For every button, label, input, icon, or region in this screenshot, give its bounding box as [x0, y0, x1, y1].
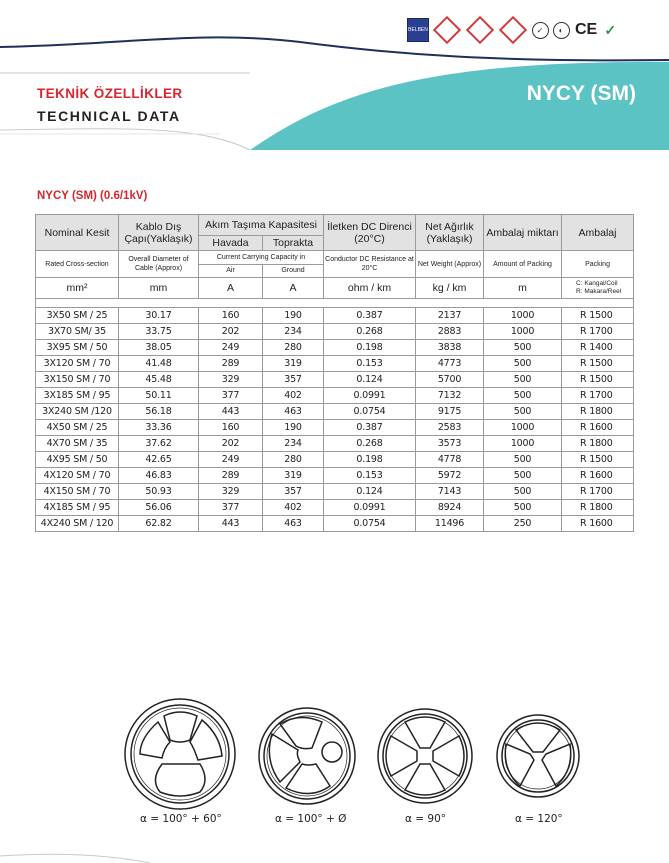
cell-weight: 11496: [416, 516, 484, 532]
tse-logo: [498, 19, 528, 41]
unit-resistance: ohm / km: [324, 278, 416, 299]
table-spacer: [36, 299, 634, 308]
col-header-packing-amount: Ambalaj miktarı: [484, 215, 562, 251]
cell-weight: 2583: [416, 420, 484, 436]
cell-diameter: 37.62: [119, 436, 199, 452]
cell-section: 4X120 SM / 70: [36, 468, 119, 484]
cell-weight: 7132: [416, 388, 484, 404]
cell-packing-amount: 500: [484, 404, 562, 420]
col-header-packing: Ambalaj: [562, 215, 634, 251]
cell-diameter: 41.48: [119, 356, 199, 372]
cell-section: 3X50 SM / 25: [36, 308, 119, 324]
belben-logo: BELBEN: [407, 18, 429, 42]
cell-packing: R 1500: [562, 356, 634, 372]
cell-section: 4X50 SM / 25: [36, 420, 119, 436]
cell-packing: R 1800: [562, 436, 634, 452]
cell-weight: 2883: [416, 324, 484, 340]
cell-ground: 280: [263, 452, 324, 468]
cell-air: 249: [199, 452, 263, 468]
product-title: NYCY (SM): [526, 82, 636, 105]
cross-section-label: α = 100° + 60°: [140, 813, 222, 825]
cell-packing-amount: 500: [484, 356, 562, 372]
col-header-nominal: Nominal Kesit: [36, 215, 119, 251]
cell-diameter: 38.05: [119, 340, 199, 356]
col-header-toprakta: Toprakta: [263, 236, 324, 251]
certification-logos: [407, 18, 618, 42]
cell-packing: R 1500: [562, 452, 634, 468]
cell-resistance: 0.153: [324, 356, 416, 372]
cell-diameter: 33.36: [119, 420, 199, 436]
title-english: TECHNICAL DATA: [37, 108, 181, 124]
cell-packing: R 1600: [562, 468, 634, 484]
unit-air: A: [199, 278, 263, 299]
cell-resistance: 0.124: [324, 372, 416, 388]
col-header-weight: Net Ağırlık (Yaklaşık): [416, 215, 484, 251]
cell-packing: R 1400: [562, 340, 634, 356]
cell-resistance: 0.268: [324, 324, 416, 340]
cell-section: 3X95 SM / 50: [36, 340, 119, 356]
cell-packing-amount: 500: [484, 388, 562, 404]
cross-section-label: α = 100° + Ø: [275, 813, 347, 825]
col-header-havada: Havada: [199, 236, 263, 251]
cell-section: 4X185 SM / 95: [36, 500, 119, 516]
cell-packing-amount: 500: [484, 500, 562, 516]
cross-section-three-plus-round: [259, 708, 355, 804]
cell-packing: R 1600: [562, 420, 634, 436]
cell-diameter: 33.75: [119, 324, 199, 340]
cell-section: 4X95 SM / 50: [36, 452, 119, 468]
certificate-icon: ◐: [552, 19, 570, 41]
header-row-english: [36, 251, 634, 265]
header-row-turkish: [36, 215, 634, 236]
cell-weight: 5700: [416, 372, 484, 388]
certificate-icon: ✓: [531, 19, 549, 41]
cell-air: 377: [199, 500, 263, 516]
rohs-icon: ✓: [604, 21, 617, 38]
cell-air: 202: [199, 436, 263, 452]
cell-diameter: 50.93: [119, 484, 199, 500]
cell-diameter: 46.83: [119, 468, 199, 484]
cell-weight: 4778: [416, 452, 484, 468]
cell-packing: R 1700: [562, 324, 634, 340]
cell-air: 443: [199, 516, 263, 532]
cell-section: 3X120 SM / 70: [36, 356, 119, 372]
cell-packing-amount: 500: [484, 372, 562, 388]
cell-section: 4X70 SM / 35: [36, 436, 119, 452]
cell-packing-amount: 1000: [484, 324, 562, 340]
unit-nominal: mm²: [36, 278, 119, 299]
section-title: NYCY (SM) (0.6/1kV): [37, 190, 148, 202]
cell-diameter: 50.11: [119, 388, 199, 404]
cell-ground: 234: [263, 324, 324, 340]
col-header-diameter: Kablo Dış Çapı(Yaklaşık): [119, 215, 199, 251]
cell-packing-amount: 1000: [484, 436, 562, 452]
cell-ground: 402: [263, 500, 324, 516]
cell-diameter: 42.65: [119, 452, 199, 468]
cell-packing-amount: 500: [484, 340, 562, 356]
col-header-current: Akım Taşıma Kapasitesi: [199, 215, 324, 236]
cell-ground: 280: [263, 340, 324, 356]
cross-section-four-sector: [125, 699, 235, 809]
cell-resistance: 0.0754: [324, 516, 416, 532]
cell-diameter: 56.06: [119, 500, 199, 516]
cell-weight: 7143: [416, 484, 484, 500]
cell-section: 3X70 SM/ 35: [36, 324, 119, 340]
en-header-air: Air: [199, 264, 263, 278]
cell-packing-amount: 500: [484, 468, 562, 484]
table-row: [36, 388, 634, 404]
cell-ground: 234: [263, 436, 324, 452]
en-header-ground: Ground: [263, 264, 324, 278]
cell-weight: 5972: [416, 468, 484, 484]
cell-resistance: 0.0991: [324, 388, 416, 404]
cell-air: 377: [199, 388, 263, 404]
cell-diameter: 62.82: [119, 516, 199, 532]
ce-mark-icon: CE: [575, 21, 598, 38]
cell-packing: R 1500: [562, 372, 634, 388]
cell-resistance: 0.0754: [324, 404, 416, 420]
cell-weight: 2137: [416, 308, 484, 324]
cell-ground: 190: [263, 308, 324, 324]
unit-packing-coil: C: Kangal/Coil: [576, 280, 618, 287]
cell-weight: 4773: [416, 356, 484, 372]
cell-packing-amount: 500: [484, 484, 562, 500]
cell-ground: 319: [263, 468, 324, 484]
cell-weight: 3838: [416, 340, 484, 356]
cell-resistance: 0.268: [324, 436, 416, 452]
title-turkish: TEKNİK ÖZELLİKLER: [37, 86, 183, 101]
cell-packing: R 1800: [562, 500, 634, 516]
footer-swoosh: [0, 840, 669, 863]
cell-weight: 8924: [416, 500, 484, 516]
cell-packing: R 1700: [562, 388, 634, 404]
table-row: [36, 420, 634, 436]
cell-air: 160: [199, 420, 263, 436]
cell-resistance: 0.0991: [324, 500, 416, 516]
cell-air: 443: [199, 404, 263, 420]
cell-ground: 402: [263, 388, 324, 404]
cross-section-label: α = 120°: [515, 813, 563, 825]
cell-packing-amount: 1000: [484, 308, 562, 324]
cell-resistance: 0.387: [324, 420, 416, 436]
technical-data-table: [35, 214, 634, 532]
cell-ground: 319: [263, 356, 324, 372]
table-row: [36, 468, 634, 484]
cell-air: 329: [199, 484, 263, 500]
tse-logo: [432, 19, 462, 41]
table-row: [36, 500, 634, 516]
cell-resistance: 0.387: [324, 308, 416, 324]
cell-packing-amount: 500: [484, 452, 562, 468]
cell-weight: 3573: [416, 436, 484, 452]
en-header-nominal: Rated Cross-section: [36, 251, 119, 278]
cell-section: 4X240 SM / 120: [36, 516, 119, 532]
table-row: [36, 372, 634, 388]
en-header-resistance: Conductor DC Resistance at 20°C: [324, 251, 416, 278]
cell-packing: R 1600: [562, 516, 634, 532]
cell-ground: 463: [263, 404, 324, 420]
table-row: [36, 452, 634, 468]
cross-section-four-core-90: [378, 709, 472, 803]
cross-section-label: α = 90°: [405, 813, 447, 825]
cell-diameter: 30.17: [119, 308, 199, 324]
unit-packing-amount: m: [484, 278, 562, 299]
cell-ground: 357: [263, 372, 324, 388]
cell-section: 3X150 SM / 70: [36, 372, 119, 388]
table-row: [36, 308, 634, 324]
cell-resistance: 0.198: [324, 452, 416, 468]
cell-air: 202: [199, 324, 263, 340]
table-row: [36, 516, 634, 532]
cell-resistance: 0.198: [324, 340, 416, 356]
header-row-units: [36, 278, 634, 299]
cell-section: 3X185 SM / 95: [36, 388, 119, 404]
table-row: [36, 484, 634, 500]
cell-section: 4X150 SM / 70: [36, 484, 119, 500]
cell-air: 249: [199, 340, 263, 356]
cell-section: 3X240 SM /120: [36, 404, 119, 420]
cell-diameter: 45.48: [119, 372, 199, 388]
en-header-current: Current Carrying Capacity in: [199, 251, 324, 265]
cell-diameter: 56.18: [119, 404, 199, 420]
table-row: [36, 436, 634, 452]
cell-ground: 357: [263, 484, 324, 500]
unit-packing-reel: R: Makara/Reel: [576, 288, 622, 295]
unit-ground: A: [263, 278, 324, 299]
cell-resistance: 0.124: [324, 484, 416, 500]
cell-packing: R 1500: [562, 308, 634, 324]
unit-diameter: mm: [119, 278, 199, 299]
cell-weight: 9175: [416, 404, 484, 420]
cell-packing-amount: 1000: [484, 420, 562, 436]
en-header-weight: Net Weight (Approx): [416, 251, 484, 278]
tse-logo: [465, 19, 495, 41]
cell-resistance: 0.153: [324, 468, 416, 484]
cell-air: 329: [199, 372, 263, 388]
en-header-diameter: Overall Diameter of Cable (Approx): [119, 251, 199, 278]
cell-air: 289: [199, 468, 263, 484]
unit-packing: [562, 278, 634, 299]
col-header-resistance: İletken DC Direnci (20°C): [324, 215, 416, 251]
cross-section-three-core-120: [497, 715, 579, 797]
table-row: [36, 356, 634, 372]
cell-air: 289: [199, 356, 263, 372]
unit-weight: kg / km: [416, 278, 484, 299]
cell-packing-amount: 250: [484, 516, 562, 532]
cell-packing: R 1700: [562, 484, 634, 500]
table-row: [36, 404, 634, 420]
cell-packing: R 1800: [562, 404, 634, 420]
en-header-packing-amount: Amount of Packing: [484, 251, 562, 278]
cell-ground: 463: [263, 516, 324, 532]
table-row: [36, 324, 634, 340]
cell-ground: 190: [263, 420, 324, 436]
en-header-packing: Packing: [562, 251, 634, 278]
table-row: [36, 340, 634, 356]
cell-air: 160: [199, 308, 263, 324]
